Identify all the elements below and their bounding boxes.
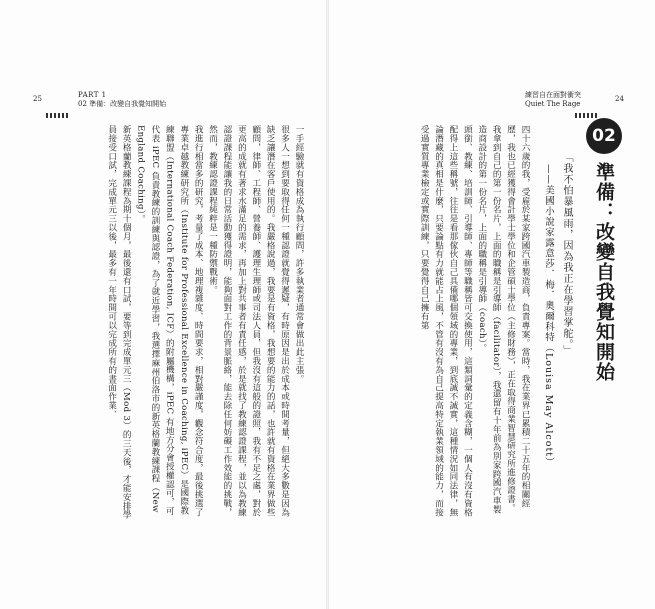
- book-gutter: [326, 0, 329, 609]
- epigraph-attribution: ——美國小說家露意莎．梅．奧爾科特（Louisa May Alcott）: [543, 164, 554, 468]
- epigraph-quote: 「我不怕暴風雨，因為我正在學習掌舵。」: [561, 152, 572, 356]
- right-paragraph-1: 四十六歲的我，受雇於某家跨國汽車製造商，負責專案。當時，我在業界已累積二十五年的相關經歷，我也已經獲得會計學士學位和企管碩士學位（主修財務），正在取得商業智慧研究所進修證書。我拿到自己的第一份名片，上面的職稱是引導師（facilitator），我還留有十年前為別家跨國汽車製造商設計的第一份名片，上面的職稱是引導師（coach）。: [476, 125, 530, 514]
- right-book-title-en: Quiet The Rage: [525, 100, 581, 108]
- left-page-number: 25: [33, 95, 42, 103]
- right-ornament: [575, 103, 599, 108]
- chapter-number-badge: 02: [586, 118, 622, 154]
- left-paragraph-2: 很多人一想到要取得任何一種認證就覺得遲疑，有時原因是出於成本或時間考量，但絕大多數是因為缺乏讓潛在客戶使用的。我嚴格說過，我要是有資格，我想要的能力的話，也許就有資格在業界做些顧問，律師、工程師、營養師、護理生理師或司法人員，但我沒有這般的證照，我有不足之處，對於更高的成就有著求水滿足的需求，再加上對共事者有責任感，於是就找了教練認證課程，並以為教練認證課程能讓我的日常活動獲得證明，能夠面對工作的背景脈絡，能去除任何妨礙工作效能的挑戰，然而，教練認證課程純粹是一種防禦戰術。: [207, 125, 290, 517]
- left-ornament: [46, 103, 70, 108]
- left-part-label: PART 1: [78, 91, 107, 99]
- right-body-text: [336, 125, 532, 520]
- left-paragraph-1: 一手經驗就有資格成為執行顧問，許多執業者通常會做出此主張。: [294, 125, 304, 384]
- left-chapter-ref: 02 準備：改變自我覺知開始: [78, 100, 167, 108]
- left-paragraph-3: 我進行相當多的研究，考量了成本、地理複雜度、時間要求，相對嚴謹度，觀念符合度，最後挑選了專業卓越教練研究所（Institute for Professional Excellence in Coaching, iPEC）是國際教練聯盟（International Coach Federation, ICF）的附屬機構，iPEC 有地方分會授權認可，可代表 iPEC 負責教練的訓練與認證，為了就近學習，我選擇麻州伯洛市的新英格蘭教練課程（New England Coaching）。: [135, 125, 204, 517]
- left-paragraph-4: 新英格蘭教練課程為期十個月，最後還有口試，要等到完成單元三（Mod 3）的三天後，才能安排學員接受口試，完成單元三以後，最多有一年時間可以完成所有的書面作業、: [106, 125, 132, 520]
- chapter-title: 準備：改變自我覺知開始: [593, 162, 615, 382]
- right-book-title-cn: 練習自在面對衝突: [525, 91, 581, 99]
- right-paragraph-2: 頭銜、教練、培訓師、引導師、專師等職稱皆可交換使用，這類詞彙的定義含糊，一個人有沒有資格配得上這些稱號，往往是看那傢伙自己具備哪個領域的專業，到底誠不誠實，這種情況如同法律，無論潛藏的真相是什麼，只要論點有力就能占上風，不管有沒有為自己提高特定執業領域的能力，而接受過實質專業檢定或實際訓練，只要覺得自己擁有第: [419, 125, 473, 517]
- epigraph: [538, 152, 580, 468]
- chapter-heading: [586, 118, 626, 382]
- right-page-number: 24: [615, 95, 624, 103]
- left-body-text: [58, 125, 306, 520]
